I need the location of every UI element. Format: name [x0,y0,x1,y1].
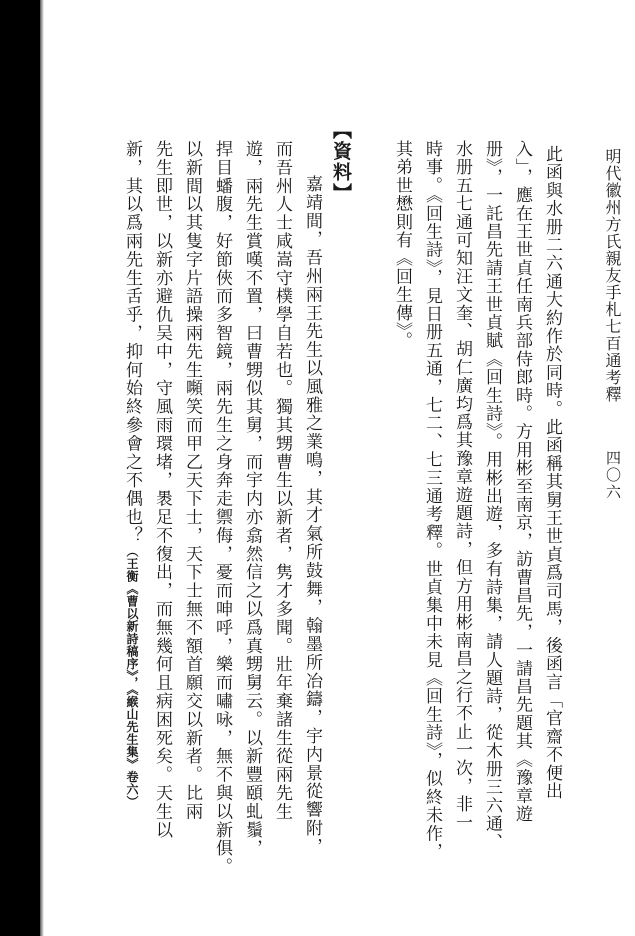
source-column-last [123,140,140,808]
source-column: 以新間以其隻字片語操兩先生嚬笑而甲乙天下士，天下士無不額首願交以新者。比兩 [182,140,202,821]
body-column: 此函與水册二六通大約作於同時。此函稱其舅王世貞爲司馬，後函言「官齋不便出 [542,145,562,801]
body-column: 其弟世懋則有《回生傳》。 [392,140,412,350]
scan-binding-edge [0,0,40,936]
body-column: 時事。《回生詩》，見日册五通，七二、七三通考釋。世貞集中未見《回生詩》，似終未作， [422,140,442,861]
page-number: 四〇六 [604,450,622,501]
source-column: 遊，兩先生賞嘆不置，曰曹甥似其舅，而宇内亦翕然信之以爲真甥舅云。以新豐頤虬鬚， [242,140,262,858]
document-page [60,0,620,936]
source-column: 而吾州人士咸嵩守樸學自若也。獨其甥曹生以新者，隽才多聞。壯年棄諸生從兩先生 [272,140,292,821]
source-column: 嘉靖間，吾州兩王先生以風雅之業鳴，其才氣所鼓舞，翰墨所冶鑄，宇内景從響附， [302,175,322,856]
body-column: 入」，應在王世貞任南兵部侍郎時。方用彬至南京，訪曹昌先，一請昌先題其《豫章遊 [512,140,532,824]
body-column: 册》，一託昌先請王世貞賦《回生詩》。用彬出遊，多有詩集，請人題詩，從木册三六通、 [482,140,502,851]
section-heading: 【資料】 [330,120,352,204]
running-header-title: 明代徽州方氏親友手札七百通考釋 [603,148,622,403]
citation: （王衡《曹以新詩稿序》，《緱山先生集》卷六） [125,544,139,808]
source-column: 先生即世，以新亦避仇吴中，守風雨環堵，褁足不復出，而無幾何且病困死矣。天生以 [152,140,172,840]
source-column: 捍目蟠腹，好節俠而多智鏡，兩先生之身奔走禦侮，憂而呻呼，樂而嘯咏，無不與以新俱。 [212,140,232,876]
source-text: 新，其以爲兩先生舌乎，抑何始終參會之不偶也？ [122,140,142,545]
body-column: 水册五七通可知汪文奎、胡仁廣均爲其豫章遊題詩，但方用彬南昌之行不止一次，非一 [452,140,472,832]
